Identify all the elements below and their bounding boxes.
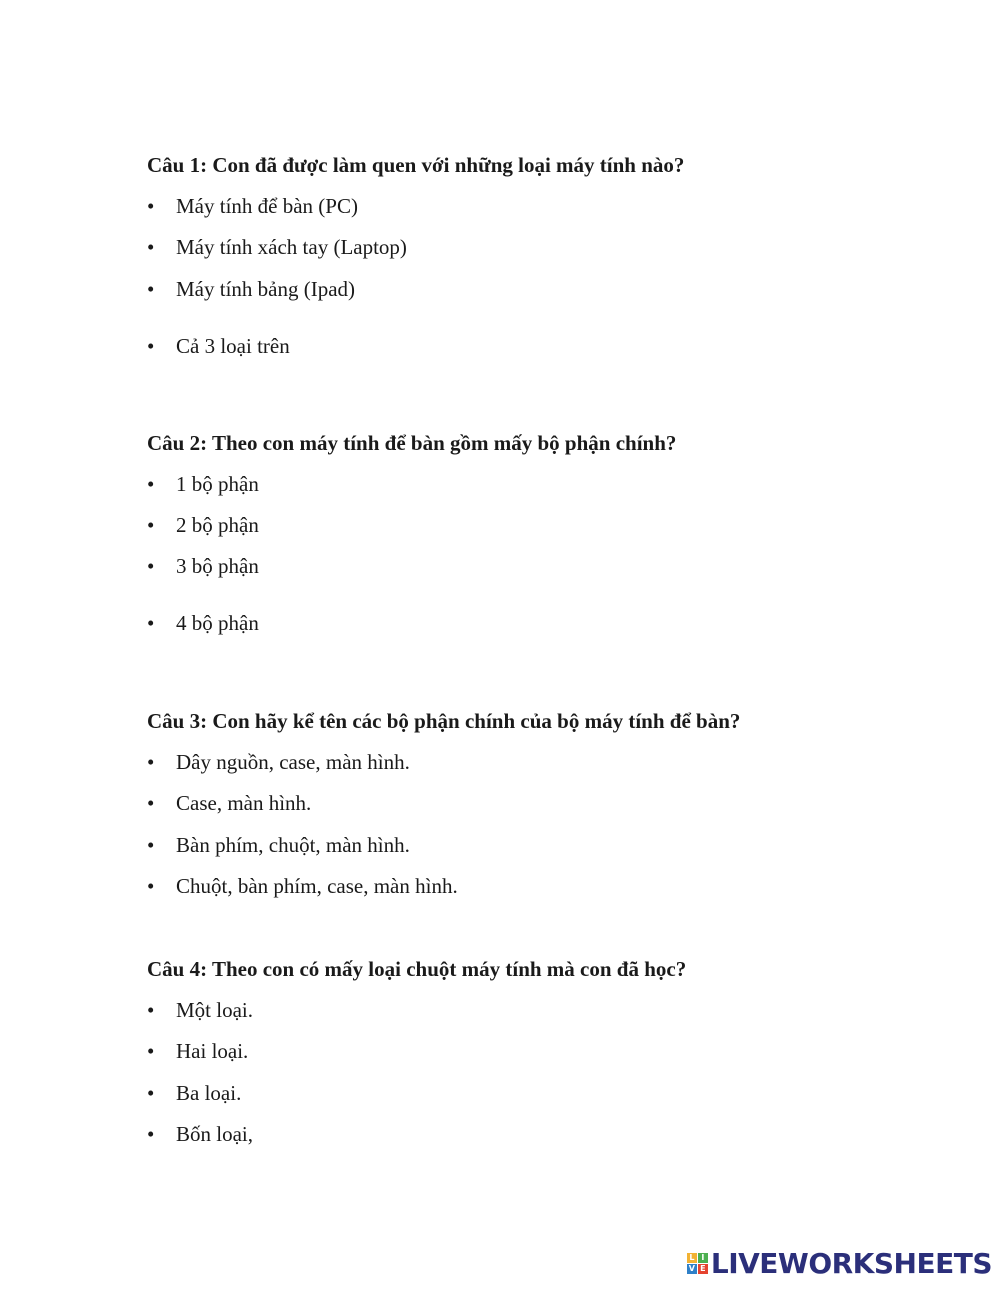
- bullet: •: [147, 750, 155, 774]
- logo-mark-letter: L: [687, 1253, 697, 1263]
- bullet: •: [147, 1122, 155, 1146]
- option-item: [147, 1121, 253, 1147]
- question-title: Câu 3: Con hãy kể tên các bộ phận chính của bộ máy tính để bàn?: [147, 709, 741, 733]
- option-item: [147, 234, 407, 260]
- option-text: 3 bộ phận: [176, 554, 259, 578]
- option-text: Máy tính để bàn (PC): [176, 194, 358, 218]
- bullet: •: [147, 554, 155, 578]
- bullet: •: [147, 513, 155, 537]
- option-text: Bàn phím, chuột, màn hình.: [176, 833, 410, 857]
- question-4: [147, 956, 967, 1146]
- logo-mark-letter: E: [698, 1264, 708, 1274]
- bullet: •: [147, 791, 155, 815]
- option-item: [147, 512, 259, 538]
- liveworksheets-logo: [687, 1245, 992, 1281]
- question-title: Câu 2: Theo con máy tính để bàn gồm mấy bộ phận chính?: [147, 431, 677, 455]
- option-text: Bốn loại,: [176, 1122, 253, 1146]
- question-3: [147, 708, 967, 898]
- option-item: [147, 333, 290, 359]
- bullet: •: [147, 611, 155, 635]
- option-text: 2 bộ phận: [176, 513, 259, 537]
- option-text: 1 bộ phận: [176, 472, 259, 496]
- logo-text: LIVEWORKSHEETS: [710, 1246, 992, 1280]
- option-item: [147, 873, 458, 899]
- option-text: Chuột, bàn phím, case, màn hình.: [176, 874, 458, 898]
- bullet: •: [147, 194, 155, 218]
- option-text: Hai loại.: [176, 1039, 249, 1063]
- bullet: •: [147, 334, 155, 358]
- logo-mark-letter: I: [698, 1253, 708, 1263]
- option-item: [147, 1038, 248, 1064]
- bullet: •: [147, 277, 155, 301]
- question-1: [147, 152, 967, 358]
- option-item: [147, 471, 259, 497]
- question-title: Câu 4: Theo con có mấy loại chuột máy tính mà con đã học?: [147, 957, 687, 981]
- question-2: [147, 430, 967, 635]
- option-text: 4 bộ phận: [176, 611, 259, 635]
- bullet: •: [147, 874, 155, 898]
- option-text: Case, màn hình.: [176, 791, 312, 815]
- bullet: •: [147, 1039, 155, 1063]
- option-text: Cả 3 loại trên: [176, 334, 290, 358]
- option-text: Một loại.: [176, 998, 253, 1022]
- option-item: [147, 553, 259, 579]
- bullet: •: [147, 472, 155, 496]
- option-text: Ba loại.: [176, 1081, 242, 1105]
- question-title: Câu 1: Con đã được làm quen với những loại máy tính nào?: [147, 153, 685, 177]
- logo-mark-letter: V: [688, 1263, 695, 1273]
- option-item: [147, 193, 358, 219]
- option-text: Dây nguồn, case, màn hình.: [176, 750, 410, 774]
- option-item: [147, 1080, 241, 1106]
- option-item: [147, 790, 311, 816]
- option-item: [147, 832, 410, 858]
- bullet: •: [147, 998, 155, 1022]
- option-item: [147, 997, 253, 1023]
- bullet: •: [147, 1081, 155, 1105]
- option-item: [147, 276, 355, 302]
- option-text: Máy tính xách tay (Laptop): [176, 235, 407, 259]
- option-text: Máy tính bảng (Ipad): [176, 277, 356, 301]
- logo-mark-icon: [687, 1253, 708, 1274]
- option-item: [147, 749, 410, 775]
- option-item: [147, 610, 259, 636]
- bullet: •: [147, 833, 155, 857]
- bullet: •: [147, 235, 155, 259]
